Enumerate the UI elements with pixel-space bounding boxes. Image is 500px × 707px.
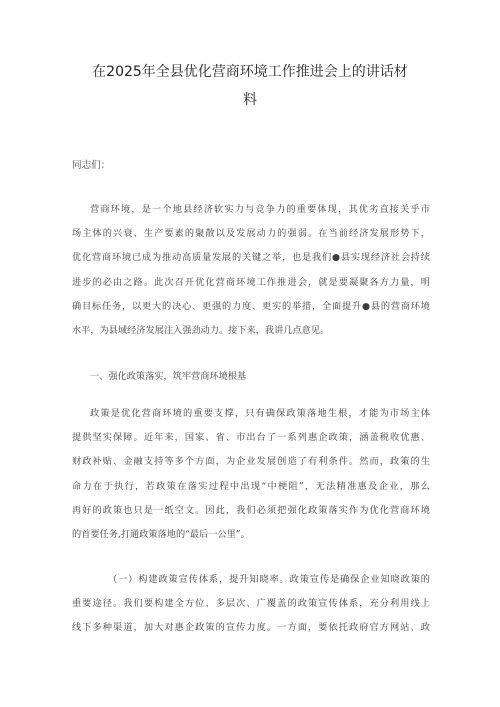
paragraph-line: 优化营商环境已成为推动高质量发展的关键之举，也是我们●县实现经济社会持续 [72, 252, 430, 264]
paragraph-policy [72, 402, 430, 547]
paragraph-line: 政策是优化营商环境的重要支撑，只有确保政策落地生根，才能为市场主体 [90, 408, 430, 419]
paragraph-line: 确目标任务，以更大的决心、更强的力度、更实的举措，全面提升●县的营商环境 [72, 300, 430, 312]
paragraph-line: 水平，为县域经济发展注入强劲动力。接下来，我讲几点意见。 [72, 324, 330, 336]
greeting: 同志们： [72, 160, 111, 171]
paragraph-line: 线下多种渠道，加大对惠企政策的宣传力度。一方面，要依托政府官方网站、政 [72, 622, 430, 634]
paragraph-line: 的首要任务,打通政策落地的“最后一公里”。 [72, 528, 250, 540]
paragraph-line: 提供坚实保障。近年来，国家、省、市出台了一系列惠企政策，涵盖税收优惠、 [72, 432, 430, 444]
paragraph-publicity [72, 568, 430, 641]
paragraph-line: 营商环境，是一个地县经济软实力与竞争力的重要体现，其优劣直接关乎市 [90, 204, 430, 215]
paragraph-line: 再好的政策也只是一纸空文。因此，我们必须把强化政策落实作为优化营商环境 [72, 504, 430, 516]
paragraph-line: （一）构建政策宣传体系，提升知晓率。政策宣传是确保企业知晓政策的 [108, 574, 430, 585]
section-heading-text: 一、强化政策落实，筑牢营商环境根基 [90, 371, 247, 382]
paragraph-line: 进步的必由之路。此次召开优化营商环境工作推进会，就是要凝聚各方力量，明 [72, 276, 430, 288]
paragraph-intro [72, 198, 430, 343]
section-heading [72, 365, 430, 389]
paragraph-line: 命力在于执行，若政策在落实过程中出现“中梗阻”，无法精准惠及企业，那么 [72, 480, 430, 492]
paragraph-line: 场主体的兴衰、生产要素的聚散以及发展动力的强弱。在当前经济发展形势下， [72, 228, 430, 240]
document-title-line-2: 料 [243, 92, 257, 108]
document-title-line-1: 在2025年全县优化营商环境工作推进会上的讲话材 [92, 64, 408, 80]
paragraph-line: 财政补贴、金融支持等多个方面，为企业发展创造了有利条件。然而，政策的生 [72, 456, 430, 468]
paragraph-line: 重要途径。我们要构建全方位、多层次、广覆盖的政策宣传体系，充分利用线上 [72, 598, 430, 610]
